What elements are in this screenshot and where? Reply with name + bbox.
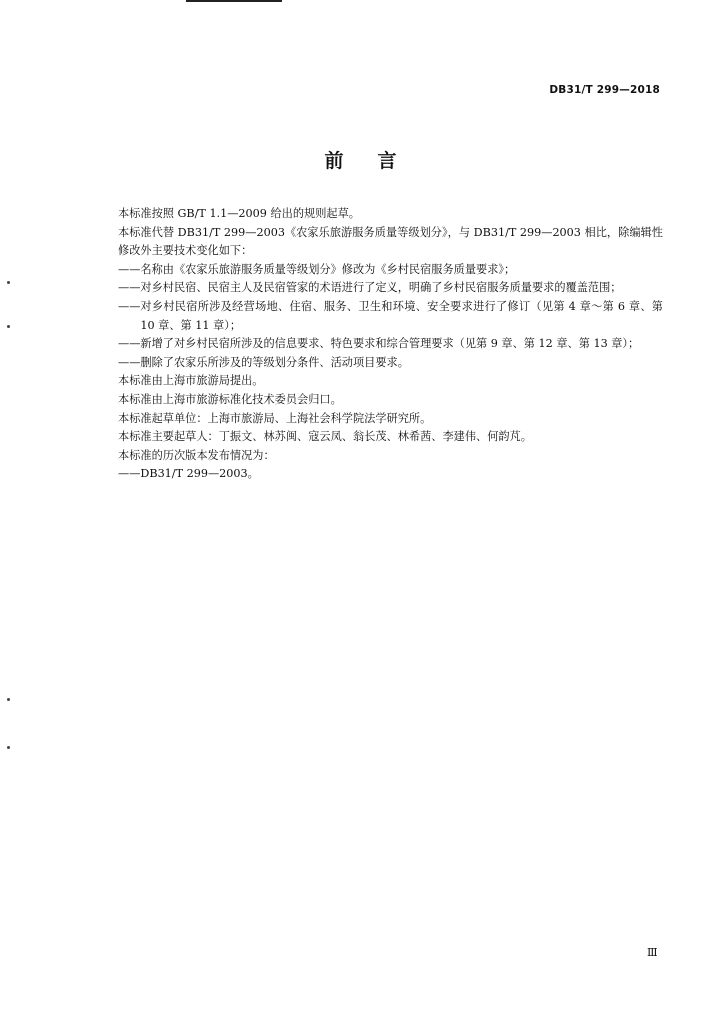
list-dash: —— [118, 262, 141, 276]
page-number: Ⅲ [647, 946, 657, 959]
section-title [0, 146, 721, 173]
list-dash: —— [118, 299, 141, 313]
list-item-text: 对乡村民宿所涉及经营场地、住宿、服务、卫生和环境、安全要求进行了修订（见第 4 章～第 6 章、第 10 章、第 11 章）； [140, 299, 663, 332]
paragraph-drafting-rules: 本标准按照 GB/T 1.1—2009 给出的规则起草。 [118, 207, 360, 220]
paragraph-drafting-units: 本标准起草单位：上海市旅游局、上海社会科学院法学研究所。 [118, 411, 432, 425]
list-item-text: 名称由《农家乐旅游服务质量等级划分》修改为《乡村民宿服务质量要求》； [140, 262, 516, 276]
list-item [118, 298, 663, 335]
list-dash: —— [118, 337, 141, 351]
list-item-text: 新增了对乡村民宿所涉及的信息要求、特色要求和综合管理要求（见第 9 章、第 12 章、第 13 章）； [140, 337, 640, 351]
list-dash: —— [118, 467, 141, 481]
title-char-1: 前 [324, 150, 344, 172]
foreword-body [118, 205, 663, 484]
margin-dot [7, 746, 10, 749]
list-item [118, 279, 663, 298]
list-item [118, 354, 663, 373]
paragraph-drafters: 本标准主要起草人：丁振文、林苏闽、寇云凤、翁长茂、林希茜、李建伟、何韵芃。 [118, 430, 532, 444]
list-item [118, 335, 663, 354]
paragraph-committee: 本标准由上海市旅游标准化技术委员会归口。 [118, 392, 342, 406]
title-char-2: 言 [377, 150, 397, 172]
document-code: DB31/T 299—2018 [549, 84, 660, 96]
list-dash: —— [118, 355, 141, 369]
history-item [118, 465, 663, 484]
history-item-text: DB31/T 299—2003。 [140, 467, 259, 481]
paragraph-replacement: 本标准代替 DB31/T 299—2003《农家乐旅游服务质量等级划分》，与 DB31/T 299—2003 相比，除编辑性修改外主要技术变化如下： [118, 225, 663, 258]
paragraph-proposer: 本标准由上海市旅游局提出。 [118, 374, 264, 388]
paragraph-history-intro: 本标准的历次版本发布情况为： [118, 448, 275, 462]
top-rule [186, 0, 282, 2]
margin-dot [7, 698, 10, 701]
margin-dot [7, 281, 10, 284]
margin-dot [7, 325, 10, 328]
list-item-text: 对乡村民宿、民宿主人及民宿管家的术语进行了定义，明确了乡村民宿服务质量要求的覆盖范围； [140, 281, 622, 295]
list-item-text: 删除了农家乐所涉及的等级划分条件、活动项目要求。 [140, 355, 409, 369]
list-item [118, 261, 663, 280]
list-dash: —— [118, 281, 141, 295]
